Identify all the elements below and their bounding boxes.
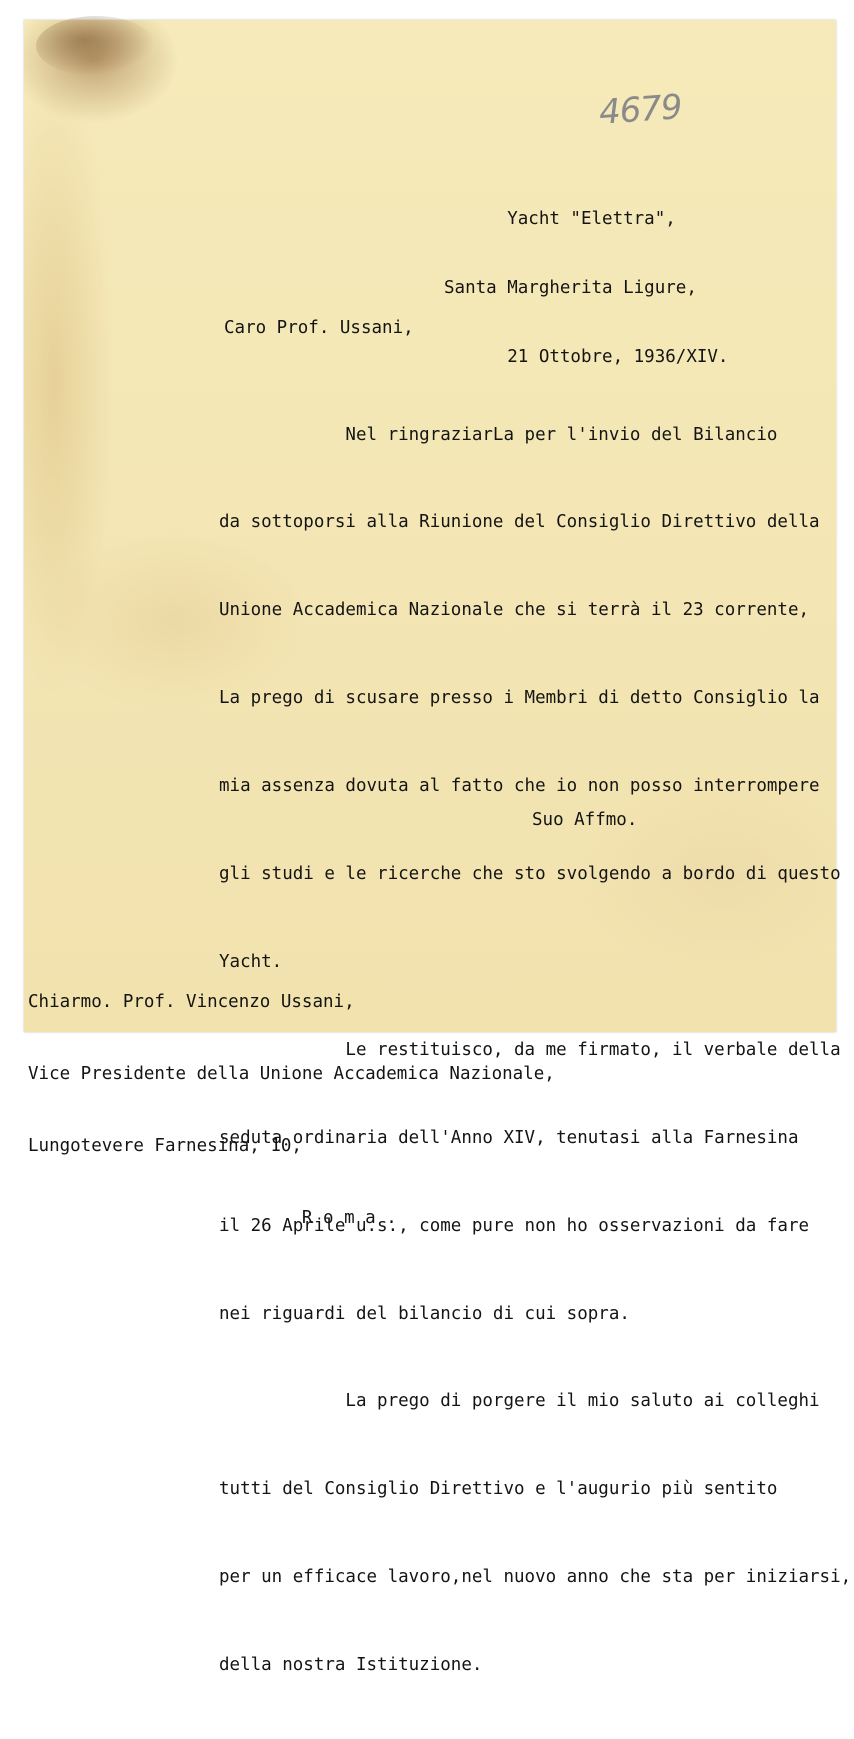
address-line: R o m a . xyxy=(28,1208,397,1228)
body-line: il 26 Aprile u.s., come pure non ho osservazioni da fare xyxy=(219,1215,810,1236)
body-line: Nel ringraziarLa per l'invio del Bilancio xyxy=(219,424,778,445)
body-line: nei riguardi del bilancio di cui sopra. xyxy=(219,1303,630,1324)
closing: Suo Affmo. xyxy=(532,810,638,830)
paper-stain xyxy=(36,16,156,76)
header-line: Yacht "Elettra", xyxy=(444,209,676,229)
recipient-address xyxy=(28,942,555,1278)
body-line: della nostra Istituzione. xyxy=(219,1655,483,1676)
header-line: Santa Margherita Ligure, xyxy=(444,278,697,298)
archive-number: 4679 xyxy=(597,87,683,133)
body-line: La prego di porgere il mio saluto ai colleghi xyxy=(219,1391,820,1412)
body-line: tutti del Consiglio Direttivo e l'augurio più sentito xyxy=(219,1479,778,1500)
body-line: gli studi e le ricerche che sto svolgendo a bordo di questo xyxy=(219,864,841,885)
body-line: da sottoporsi alla Riunione del Consiglio Direttivo della xyxy=(219,512,820,533)
body-line: seduta ordinaria dell'Anno XIV, tenutasi alla Farnesina xyxy=(219,1127,799,1148)
address-line: Chiarmo. Prof. Vincenzo Ussani, xyxy=(28,992,355,1012)
body-line: La prego di scusare presso i Membri di detto Consiglio la xyxy=(219,688,820,709)
body-line: per un efficace lavoro,nel nuovo anno che sta per iniziarsi, xyxy=(219,1567,852,1588)
body-line: Le restituisco, da me firmato, il verbale della xyxy=(219,1039,841,1060)
letter-page xyxy=(24,20,852,1676)
header-line: 21 Ottobre, 1936/XIV. xyxy=(444,347,729,367)
salutation: Caro Prof. Ussani, xyxy=(224,318,414,338)
body-line: Yacht. xyxy=(219,951,283,972)
address-line: Lungotevere Farnesina, 10, xyxy=(28,1136,302,1156)
body-line: mia assenza dovuta al fatto che io non posso interrompere xyxy=(219,776,820,797)
address-line: Vice Presidente della Unione Accademica Nazionale, xyxy=(28,1064,555,1084)
body-line: Unione Accademica Nazionale che si terrà il 23 corrente, xyxy=(219,600,810,621)
